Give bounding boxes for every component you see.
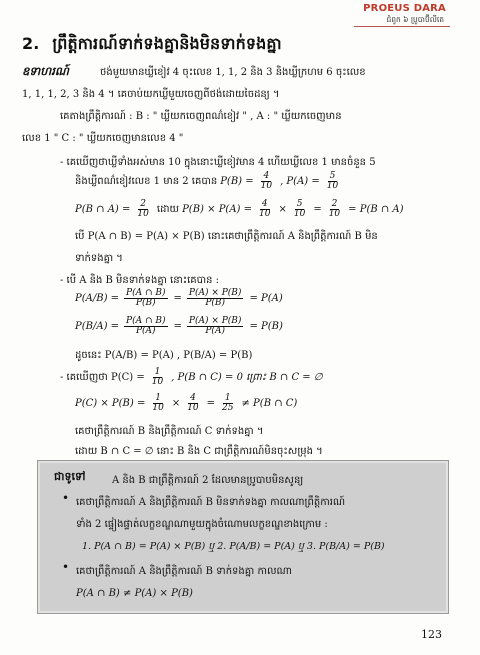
fraction-numerator: P(A ∩ B) — [126, 288, 166, 298]
paragraph2-conclusion: ដូចនេះ P(A/B) = P(A) , P(B/A) = P(B) — [75, 350, 253, 361]
fraction-denominator: 10 — [326, 181, 339, 192]
fraction-numerator: 1 — [224, 393, 231, 403]
fraction-numerator: P(A) × P(B) — [188, 316, 242, 326]
page-number: 123 — [421, 628, 442, 641]
header-rule — [354, 26, 450, 27]
fraction-numerator: P(A) × P(B) — [188, 288, 242, 298]
fraction-4-10-b — [257, 200, 275, 220]
fraction-denominator: 10 — [151, 377, 164, 388]
cond-ab-lhs: P(A/B) = — [75, 293, 120, 305]
fraction-1-10 — [150, 368, 168, 388]
pc-row — [60, 368, 326, 388]
equals-sign: = — [173, 293, 182, 305]
equals-sign: = — [173, 321, 182, 333]
equals-sign: = — [206, 398, 216, 410]
times-sign: × — [278, 204, 287, 216]
fraction-denominator: 10 — [260, 181, 273, 192]
fraction-numerator: 2 — [331, 199, 338, 209]
fraction-numerator: 4 — [190, 393, 196, 403]
equals-sign: = — [313, 204, 322, 216]
fraction-papb-pa — [187, 317, 247, 337]
dauy-word: ដោយ — [156, 204, 180, 216]
fraction-denominator: P(A) — [205, 326, 225, 337]
fraction-numerator: 5 — [329, 171, 336, 181]
summary-conditions: 1. P(A ∩ B) = P(A) × P(B) ឬ 2. P(A/B) = P(A) ឬ 3. P(B/A) = P(B) — [82, 541, 385, 552]
p1-line2-text: និងឃ្លីពណ៌ខៀវលេខ 1 មាន 2 គេបាន — [75, 176, 218, 188]
events-definition-2: លេខ 1 " C : " ឃ្លីយកចេញមានលេខ 4 " — [22, 133, 184, 144]
fraction-numerator: 4 — [261, 199, 268, 209]
fraction-denominator: P(B) — [135, 298, 156, 309]
conditional-ab-row — [75, 289, 286, 309]
summary-intro: A និង B ជាព្រឹត្តិការណ៍ 2 ដែលមានប្រូបាបមិនសូន្យ — [112, 475, 304, 486]
fraction-denominator: 10 — [137, 209, 149, 220]
product-label: P(B) × P(A) = — [182, 204, 253, 216]
pb-label: P(B) = — [220, 176, 254, 188]
fraction-1-10-b — [150, 394, 168, 414]
fraction-numerator: 4 — [263, 171, 270, 181]
fraction-denominator: 10 — [328, 209, 341, 220]
fraction-denominator: 10 — [187, 403, 199, 414]
pa-label: , P(A) = — [280, 176, 320, 188]
fraction-1-25 — [220, 394, 238, 414]
fraction-2-10 — [135, 200, 153, 220]
fraction-denominator: 25 — [222, 403, 234, 414]
fraction-2-10-b — [327, 200, 345, 220]
fraction-papb-pb — [187, 289, 247, 309]
pc-pb-row — [75, 394, 300, 414]
section-number: 2. — [22, 34, 40, 53]
fraction-denominator: 10 — [152, 403, 164, 414]
section-heading — [22, 33, 282, 57]
paragraph1-line1: - គេឃើញថាឃ្លីទាំងអស់មាន 10 ក្នុងនោះឃ្លីខៀវមាន 4 ហើយឃ្លីលេខ 1 មានចំនួន 5 — [60, 157, 376, 168]
fraction-numerator: 1 — [154, 367, 161, 377]
chapter-header: ជំពូក ៦ ប្រូបាប៊ីលីតេ — [386, 15, 444, 24]
pab-label: P(B ∩ A) = — [75, 204, 131, 216]
publisher-brand: PROEUS DARA — [363, 3, 446, 14]
example-intro-1: ថង់មួយមានឃ្លីខៀវ 4 ចុះលេខ 1, 1, 2 និង 3 និងឃ្លីក្រហម 6 ចុះលេខ — [100, 67, 366, 78]
fraction-5-10-b — [292, 200, 310, 220]
conditional-ba-row — [75, 317, 286, 337]
pc-intro: - គេឃើញថា P(C) = — [60, 372, 145, 384]
fraction-numerator: P(A ∩ B) — [126, 316, 166, 326]
cond-ba-rhs: = P(B) — [249, 321, 283, 333]
summary-bullet2: គេថាព្រឹត្តិការណ៍ A និងព្រឹត្តិការណ៍ B ទាក់ទងគ្នា កាលណា — [76, 566, 292, 577]
fraction-numerator: 1 — [155, 393, 161, 403]
paragraph2-line1: - បើ A និង B មិនទាក់ទងគ្នា នោះគេបាន : — [60, 275, 220, 286]
fraction-denominator: 10 — [293, 209, 306, 220]
bullet-icon: • — [62, 560, 70, 574]
example-intro-2: 1, 1, 1, 2, 3 និង 4 ។ គេចាប់យកឃ្លីមួយចេញពីថង់ដោយចៃដន្យ ។ — [22, 89, 280, 100]
probability-values-row — [75, 172, 346, 192]
fraction-4-10-c — [185, 394, 203, 414]
cond-ba-lhs: P(B/A) = — [75, 321, 120, 333]
events-definition-1: គេតាងព្រឹត្តិការណ៍ : B : " ឃ្លីយកចេញពណ៌ខៀវ " , A : " ឃ្លីយកចេញមាន — [60, 111, 342, 122]
pc-pb-label: P(C) × P(B) = — [75, 398, 146, 410]
summary-bullet2-formula: P(A ∩ B) ≠ P(A) × P(B) — [76, 588, 193, 599]
section-title: ព្រឹត្តិការណ៍ទាក់ទងគ្នានិងមិនទាក់ទងគ្នា — [52, 34, 282, 53]
fraction-pab-pb — [124, 289, 170, 309]
paragraph3-line3: គេថាព្រឹត្តិការណ៍ B និងព្រឹត្តិការណ៍ C ទាក់ទងគ្នា ។ — [75, 426, 264, 437]
equals-pba: = P(B ∩ A) — [348, 204, 404, 216]
neq-pbc: ≠ P(B ∩ C) — [241, 398, 298, 410]
fraction-5-10 — [325, 172, 343, 192]
intersection-row — [75, 200, 407, 220]
fraction-numerator: 2 — [140, 199, 146, 209]
pbc-text: , P(B ∩ C) = 0 ព្រោះ B ∩ C = ∅ — [171, 372, 323, 384]
fraction-4-10 — [259, 172, 277, 192]
fraction-pab-pa — [124, 317, 170, 337]
paragraph3-line4: ដោយ B ∩ C = ∅ នោះ B និង C ជាព្រឹត្តិការណ៍មិនចុះសម្រុង ។ — [75, 446, 323, 457]
fraction-denominator: P(B) — [205, 298, 226, 309]
fraction-denominator: P(A) — [135, 326, 156, 337]
fraction-numerator: 5 — [296, 199, 303, 209]
bullet-icon: • — [62, 491, 70, 505]
example-label: ឧទាហរណ៍ — [22, 64, 69, 78]
times-sign: × — [171, 398, 181, 410]
paragraph1-line5: ទាក់ទងគ្នា ។ — [75, 253, 123, 264]
summary-title: ជាទូទៅ — [54, 470, 86, 483]
cond-ab-rhs: = P(A) — [249, 293, 283, 305]
fraction-denominator: 10 — [259, 209, 271, 220]
summary-bullet1-line2: ទាំង 2 ផ្ទៀងផ្ទាត់លក្ខខណ្ឌណាមួយក្នុងចំណោមលក្ខខណ្ឌខាងក្រោម : — [76, 519, 328, 530]
summary-bullet1-line1: គេថាព្រឹត្តិការណ៍ A និងព្រឹត្តិការណ៍ B មិនទាក់ទងគ្នា កាលណាព្រឹត្តិការណ៍ — [76, 497, 346, 508]
paragraph1-line4: បើ P(A ∩ B) = P(A) × P(B) នោះគេថាព្រឹត្តិការណ៍ A និងព្រឹត្តិការណ៍ B មិន — [75, 231, 378, 242]
